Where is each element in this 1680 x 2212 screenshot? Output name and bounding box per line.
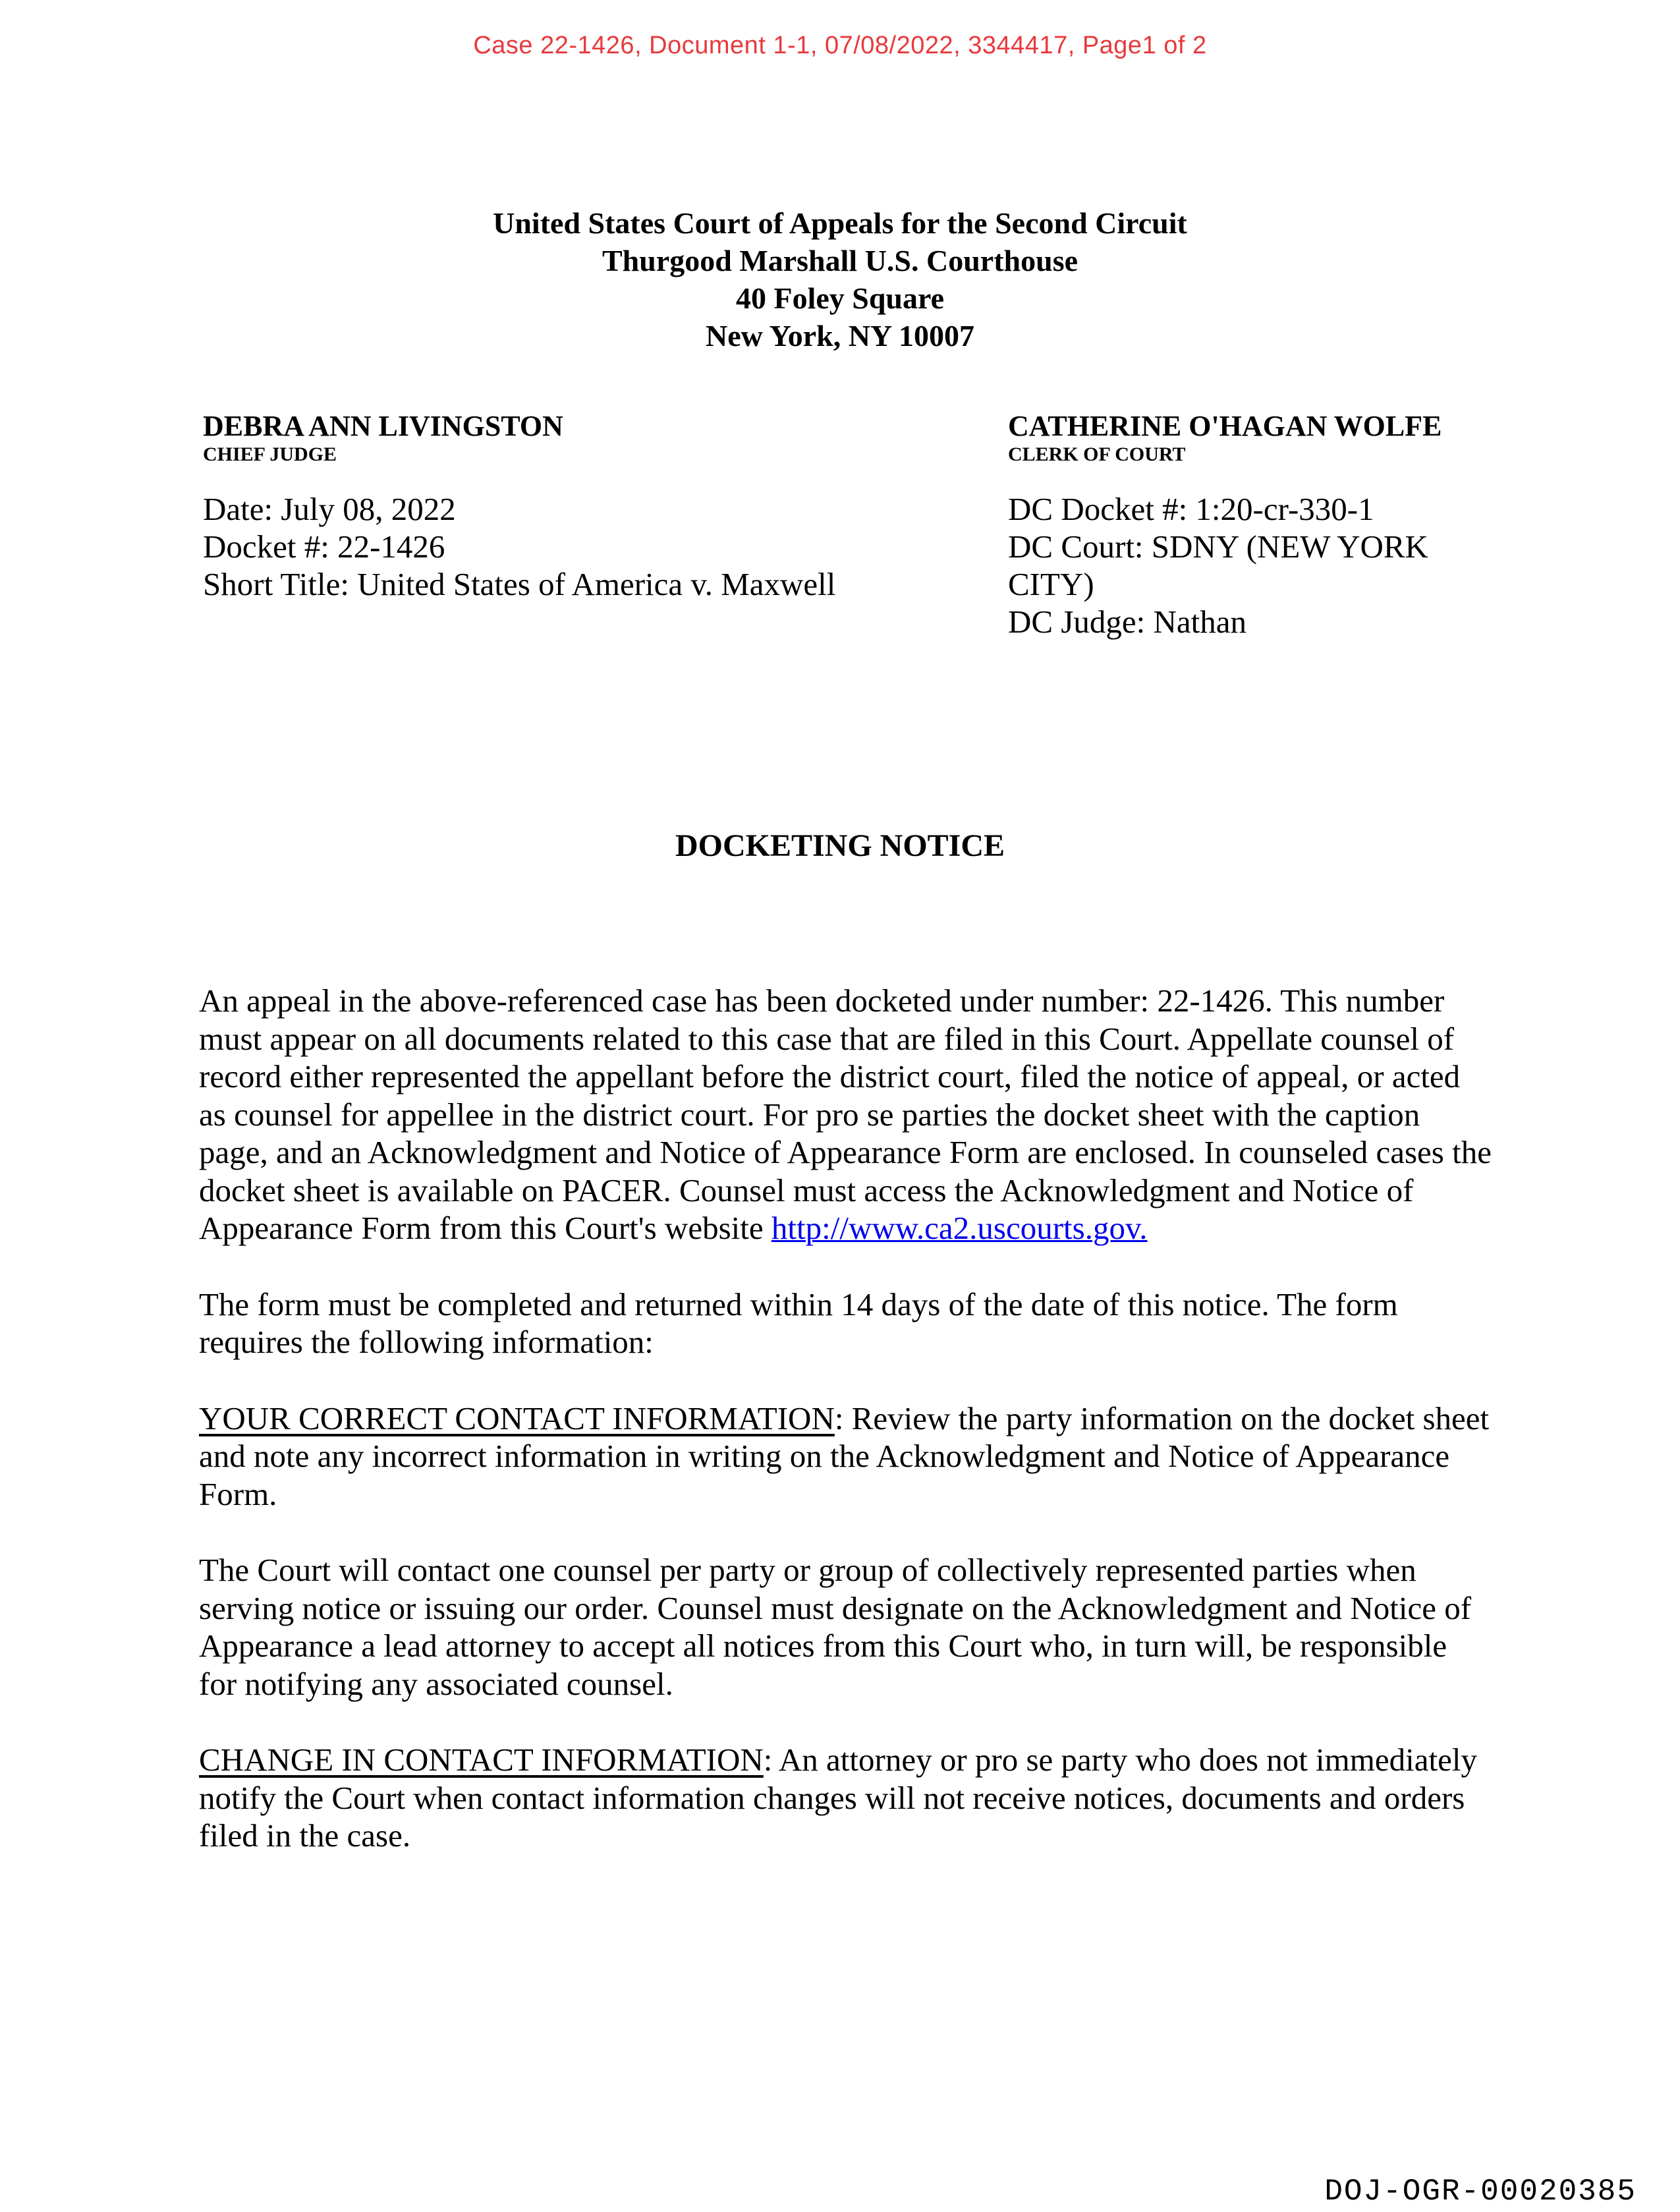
notice-date: Date: July 08, 2022 [203,491,456,527]
court-name: United States Court of Appeals for the Second Circuit [493,206,1187,240]
chief-judge-title: CHIEF JUDGE [203,443,337,465]
paragraph-change-contact [199,1741,1492,1855]
paragraph-contact-information [199,1400,1492,1514]
courthouse-name: Thurgood Marshall U.S. Courthouse [602,244,1078,277]
district-court-details [1008,490,1469,640]
courthouse-street: 40 Foley Square [735,281,945,315]
dc-docket-number: DC Docket #: 1:20-cr-330-1 [1008,491,1374,527]
docketing-notice-title: DOCKETING NOTICE [675,828,1005,863]
change-contact-text: : An attorney or pro se party who does not immediately notify the Court when contact information changes will not receive notices, documents and orders filed in the case. [199,1742,1477,1854]
dc-court-name: DC Court: SDNY (NEW YORK CITY) [1008,528,1428,602]
clerk-name: CATHERINE O'HAGAN WOLFE [1008,410,1442,442]
case-short-title: Short Title: United States of America v. Maxwell [203,566,836,602]
contact-information-heading: YOUR CORRECT CONTACT INFORMATION [199,1400,835,1436]
notice-body [199,982,1492,1893]
paragraph-appeal-docketed-text: An appeal in the above-referenced case has been docketed under number: 22-1426. This number must appear on all documents related to this case that are filed in this Court. Appellate counsel of record either represented the appellant before the district court, filed the notice of appeal, or acted as counsel for appellee in the district court. For pro se parties the docket sheet with the caption page, and an Acknowledgment and Notice of Appearance Form are enclosed. In counseled cases the docket sheet is available on PACER. Counsel must access the Acknowledgment and Notice of Appearance Form from this Court's website [199,982,1492,1246]
bates-number: DOJ-OGR-00020385 [1324,2174,1637,2209]
change-contact-heading: CHANGE IN CONTACT INFORMATION [199,1742,764,1778]
court-website-link[interactable]: http://www.ca2.uscourts.gov. [771,1210,1148,1246]
paragraph-form-deadline: The form must be completed and returned within 14 days of the date of this notice. The form requires the following information: [199,1286,1398,1360]
paragraph-lead-attorney: The Court will contact one counsel per party or group of collectively represented parties when serving notice or issuing our order. Counsel must designate on the Acknowledgment and Notice of Appearance a lead attorney to accept all notices from this Court who, in turn will, be responsible for notifying any associated counsel. [199,1552,1472,1702]
clerk-title: CLERK OF COURT [1008,443,1186,465]
courthouse-city: New York, NY 10007 [705,319,974,353]
case-stamp-header: Case 22-1426, Document 1-1, 07/08/2022, 3344417, Page1 of 2 [473,32,1207,59]
paragraph-appeal-docketed [199,982,1492,1247]
chief-judge-name: DEBRA ANN LIVINGSTON [203,410,563,442]
court-header [0,204,1680,354]
contact-information-text: : Review the party information on the docket sheet and note any incorrect information in writing on the Acknowledgment and Notice of Appearance Form. [199,1400,1490,1512]
docket-number: Docket #: 22-1426 [203,528,445,565]
case-details [203,490,928,603]
judge-info-block [203,410,928,603]
dc-judge-name: DC Judge: Nathan [1008,604,1246,640]
clerk-info-block [1008,410,1469,640]
